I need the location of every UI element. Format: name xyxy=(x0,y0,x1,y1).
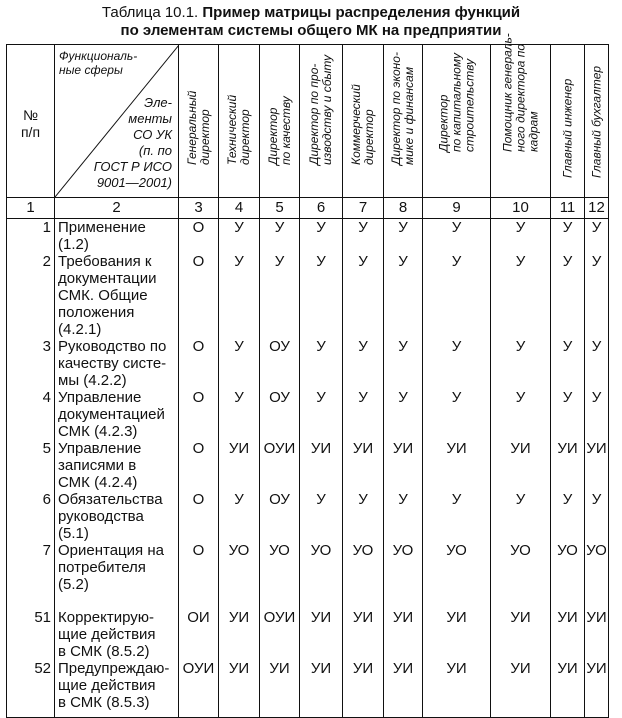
cell-value-col-6: У xyxy=(300,253,343,338)
gap-cell xyxy=(300,593,343,609)
column-header-4 xyxy=(219,45,260,198)
cell-value-col-4: У xyxy=(219,491,260,542)
column-header-10 xyxy=(491,33,551,198)
cell-value-col-6: У xyxy=(300,491,343,542)
column-header-3 xyxy=(179,45,219,198)
column-header-line: Генеральный xyxy=(184,90,199,165)
row-name-line: руководства (5.1) xyxy=(58,508,144,542)
cell-value-col-10: У xyxy=(491,491,551,542)
column-number-1: 1 xyxy=(7,198,55,219)
row-name-line: Применение (1.2) xyxy=(58,219,146,253)
table-number: Таблица 10.1. xyxy=(101,4,199,21)
cell-value-col-9: УИ xyxy=(423,609,491,660)
row-name-line: записями в xyxy=(58,457,137,474)
row-number: 4 xyxy=(7,389,55,440)
cell-value-col-12: УИ xyxy=(585,609,609,660)
cell-value-col-6: У xyxy=(300,219,343,254)
cell-value-col-5: ОУ xyxy=(260,491,300,542)
column-header-line: мике и финансам xyxy=(402,66,416,165)
row-name-line: СМК (4.2.3) xyxy=(58,423,138,440)
cell-value-col-8: У xyxy=(384,253,423,338)
row-name-line: качеству систе- xyxy=(58,355,167,372)
row-name-line: щие действия xyxy=(58,677,156,694)
column-header-line: Главный инженер xyxy=(560,78,574,178)
table-row xyxy=(7,542,609,593)
cell-value-col-12: УО xyxy=(585,542,609,593)
column-header-text-3 xyxy=(186,91,212,165)
table-body xyxy=(7,33,609,718)
cell-value-col-8: УО xyxy=(384,542,423,593)
row-name xyxy=(55,491,179,542)
row-name-line: Руководство по xyxy=(58,338,167,355)
gap-cell xyxy=(423,593,491,609)
cell-value-col-8: УИ xyxy=(384,609,423,660)
column-header-9 xyxy=(423,45,491,198)
column-header-text-7 xyxy=(350,84,376,165)
cell-value-col-5: У xyxy=(260,219,300,254)
cell-value-col-5: ОУ xyxy=(260,389,300,440)
cell-value-col-6: У xyxy=(300,389,343,440)
column-number-2: 2 xyxy=(55,198,179,219)
cell-value-col-3: ОИ xyxy=(179,609,219,660)
cell-value-col-11: У xyxy=(551,253,585,338)
row-name-line: Управление xyxy=(58,389,142,406)
column-header-line: Технический xyxy=(225,94,239,165)
row-number: 3 xyxy=(7,338,55,389)
cell-value-col-12: УИ xyxy=(585,440,609,491)
cell-value-col-3: О xyxy=(179,253,219,338)
column-number-row xyxy=(7,198,609,219)
cell-value-col-9: У xyxy=(423,219,491,254)
function-distribution-matrix xyxy=(6,33,609,718)
column-header-8 xyxy=(384,45,423,198)
row-name xyxy=(55,338,179,389)
cell-value-col-3: ОУИ xyxy=(179,660,219,718)
row-number: 7 xyxy=(7,542,55,593)
cell-value-col-12: У xyxy=(585,389,609,440)
row-name xyxy=(55,609,179,660)
table-title-line-1: Пример матрицы распределения функций xyxy=(202,4,521,21)
cell-value-col-7: УИ xyxy=(343,609,384,660)
cell-value-col-11: УИ xyxy=(551,609,585,660)
functional-line-2: ные сферы xyxy=(59,63,123,77)
cell-value-col-6: УИ xyxy=(300,609,343,660)
row-name xyxy=(55,253,179,338)
column-number-7: 7 xyxy=(343,198,384,219)
row-name xyxy=(55,440,179,491)
column-header-line: Директор xyxy=(265,107,280,165)
row-number: 5 xyxy=(7,440,55,491)
column-header-line: ного директора по xyxy=(513,43,527,152)
column-number-11: 11 xyxy=(551,198,585,219)
row-name xyxy=(55,660,179,718)
column-header-line: Помощник генераль- xyxy=(500,33,514,152)
header-cell-number xyxy=(7,45,55,198)
cell-value-col-11: У xyxy=(551,389,585,440)
table-row xyxy=(7,253,609,338)
column-number-3: 3 xyxy=(179,198,219,219)
cell-value-col-4: У xyxy=(219,338,260,389)
column-number-9: 9 xyxy=(423,198,491,219)
row-number: 2 xyxy=(7,253,55,338)
cell-value-col-6: У xyxy=(300,338,343,389)
cell-value-col-4: У xyxy=(219,389,260,440)
row-name-line: (4.2.1) xyxy=(58,321,102,338)
column-header-line: Коммерческий xyxy=(349,84,363,165)
row-number: 1 xyxy=(7,219,55,254)
number-header xyxy=(7,107,54,141)
cell-value-col-6: УИ xyxy=(300,660,343,718)
cell-value-col-8: У xyxy=(384,491,423,542)
cell-value-col-7: У xyxy=(343,338,384,389)
cell-value-col-9: У xyxy=(423,389,491,440)
gap-cell xyxy=(7,593,55,609)
gap-cell xyxy=(384,593,423,609)
column-header-line: директор xyxy=(362,109,376,165)
cell-value-col-10: УИ xyxy=(491,660,551,718)
cell-value-col-12: У xyxy=(585,253,609,338)
row-name xyxy=(55,219,179,254)
cell-value-col-4: УИ xyxy=(219,609,260,660)
row-name-line: СМК. Общие xyxy=(58,287,148,304)
cell-value-col-3: О xyxy=(179,338,219,389)
row-name-line: СМК (4.2.4) xyxy=(58,474,138,491)
cell-value-col-7: У xyxy=(343,491,384,542)
cell-value-col-6: УО xyxy=(300,542,343,593)
cell-value-col-7: У xyxy=(343,389,384,440)
row-name xyxy=(55,542,179,593)
row-name-line: документацией xyxy=(58,406,165,423)
cell-value-col-4: УИ xyxy=(219,660,260,718)
column-header-text-9 xyxy=(437,53,476,152)
gap-cell xyxy=(585,593,609,609)
row-name-line: Требования к xyxy=(58,253,152,270)
cell-value-col-7: У xyxy=(343,219,384,254)
column-header-7 xyxy=(343,45,384,198)
row-name xyxy=(55,389,179,440)
cell-value-col-7: УИ xyxy=(343,440,384,491)
elements-label-line-6: 9001—2001) xyxy=(96,175,172,190)
cell-value-col-5: УИ xyxy=(260,660,300,718)
number-sign: № xyxy=(22,107,39,123)
table-title-line-2: по элементам системы общего МК на предприятии xyxy=(120,22,502,39)
cell-value-col-12: У xyxy=(585,491,609,542)
gap-cell xyxy=(551,593,585,609)
table-row xyxy=(7,660,609,718)
cell-value-col-9: У xyxy=(423,491,491,542)
column-header-line: Директор по эконо- xyxy=(389,52,403,165)
cell-value-col-7: УО xyxy=(343,542,384,593)
gap-cell xyxy=(179,593,219,609)
cell-value-col-8: УИ xyxy=(384,660,423,718)
cell-value-col-3: О xyxy=(179,491,219,542)
cell-value-col-11: У xyxy=(551,491,585,542)
elements-label xyxy=(94,95,172,191)
column-number-10: 10 xyxy=(491,198,551,219)
column-header-text-6 xyxy=(308,55,334,165)
cell-value-col-9: УИ xyxy=(423,660,491,718)
row-number: 51 xyxy=(7,609,55,660)
gap-cell xyxy=(491,593,551,609)
column-header-text-5 xyxy=(267,96,293,165)
cell-value-col-5: ОУ xyxy=(260,338,300,389)
cell-value-col-3: О xyxy=(179,219,219,254)
column-header-line: изводству и сбыту xyxy=(320,54,334,165)
cell-value-col-4: У xyxy=(219,219,260,254)
cell-value-col-8: УИ xyxy=(384,440,423,491)
gap-cell xyxy=(260,593,300,609)
elements-label-line-1: Эле- xyxy=(144,95,172,110)
table-row xyxy=(7,491,609,542)
column-number-8: 8 xyxy=(384,198,423,219)
cell-value-col-4: У xyxy=(219,253,260,338)
column-header-11 xyxy=(551,45,585,198)
elements-label-line-2: менты xyxy=(128,111,172,126)
column-number-4: 4 xyxy=(219,198,260,219)
row-name-line: документации xyxy=(58,270,157,287)
cell-value-col-7: УИ xyxy=(343,660,384,718)
cell-value-col-10: УИ xyxy=(491,440,551,491)
row-name-line: потребителя (5.2) xyxy=(58,559,146,593)
header-cell-diagonal xyxy=(55,45,179,198)
column-number-5: 5 xyxy=(260,198,300,219)
elements-label-line-4: (п. по xyxy=(138,143,172,158)
cell-value-col-3: О xyxy=(179,389,219,440)
row-name-line: Обязательства xyxy=(58,491,163,508)
row-number: 52 xyxy=(7,660,55,718)
number-abbrev: п/п xyxy=(20,124,41,140)
header-row xyxy=(7,45,609,198)
cell-value-col-3: О xyxy=(179,542,219,593)
column-header-text-8 xyxy=(390,52,416,165)
column-header-text-4 xyxy=(226,95,252,165)
column-header-6 xyxy=(300,45,343,198)
cell-value-col-12: У xyxy=(585,338,609,389)
cell-value-col-5: УО xyxy=(260,542,300,593)
gap-cell xyxy=(55,593,179,609)
cell-value-col-3: О xyxy=(179,440,219,491)
cell-value-col-4: УО xyxy=(219,542,260,593)
row-name-line: мы (4.2.2) xyxy=(58,372,127,389)
cell-value-col-9: УО xyxy=(423,542,491,593)
cell-value-col-10: У xyxy=(491,389,551,440)
cell-value-col-8: У xyxy=(384,389,423,440)
table-row xyxy=(7,338,609,389)
cell-value-col-10: У xyxy=(491,253,551,338)
row-name-line: Предупреждаю- xyxy=(58,660,170,677)
cell-value-col-12: УИ xyxy=(585,660,609,718)
cell-value-col-10: У xyxy=(491,219,551,254)
cell-value-col-9: УИ xyxy=(423,440,491,491)
functional-areas-label xyxy=(59,49,137,77)
row-number: 6 xyxy=(7,491,55,542)
row-name-line: положения xyxy=(58,304,135,321)
cell-value-col-10: УО xyxy=(491,542,551,593)
column-header-text-11 xyxy=(561,79,574,178)
row-gap xyxy=(7,593,609,609)
cell-value-col-11: УИ xyxy=(551,660,585,718)
cell-value-col-10: У xyxy=(491,338,551,389)
cell-value-col-5: ОУИ xyxy=(260,440,300,491)
cell-value-col-12: У xyxy=(585,219,609,254)
cell-value-col-11: У xyxy=(551,219,585,254)
elements-label-line-3: СО УК xyxy=(133,127,172,142)
column-header-12 xyxy=(585,45,609,198)
column-header-5 xyxy=(260,45,300,198)
cell-value-col-6: УИ xyxy=(300,440,343,491)
table-row xyxy=(7,440,609,491)
cell-value-col-7: У xyxy=(343,253,384,338)
cell-value-col-8: У xyxy=(384,338,423,389)
column-number-6: 6 xyxy=(300,198,343,219)
table-row xyxy=(7,219,609,254)
column-number-12: 12 xyxy=(585,198,609,219)
cell-value-col-11: УИ xyxy=(551,440,585,491)
cell-value-col-11: УО xyxy=(551,542,585,593)
column-header-line: Директор xyxy=(436,94,450,152)
row-name-line: Управление xyxy=(58,440,142,457)
row-name-line: Ориентация на xyxy=(58,542,164,559)
cell-value-col-10: УИ xyxy=(491,609,551,660)
elements-label-line-5: ГОСТ Р ИСО xyxy=(93,159,172,174)
gap-cell xyxy=(219,593,260,609)
column-header-line: Главный бухгалтер xyxy=(589,65,603,178)
column-header-line: Директор по про- xyxy=(307,63,321,165)
gap-cell xyxy=(343,593,384,609)
functional-line-1: Функциональ- xyxy=(59,49,138,63)
row-name-line: в СМК (8.5.2) xyxy=(58,643,150,660)
row-name-line: щие действия xyxy=(58,626,156,643)
cell-value-col-4: УИ xyxy=(219,440,260,491)
column-header-text-12 xyxy=(590,66,603,178)
column-header-line: директор xyxy=(238,109,252,165)
column-header-line: по капитальному xyxy=(449,53,463,152)
column-header-line: директор xyxy=(197,109,212,165)
column-header-line: кадрам xyxy=(526,111,540,152)
cell-value-col-5: ОУИ xyxy=(260,609,300,660)
cell-value-col-9: У xyxy=(423,338,491,389)
cell-value-col-5: У xyxy=(260,253,300,338)
cell-value-col-11: У xyxy=(551,338,585,389)
table-row xyxy=(7,389,609,440)
table-row xyxy=(7,609,609,660)
caption-line-1 xyxy=(0,4,622,22)
row-name-line: Корректирую- xyxy=(58,609,155,626)
column-header-text-10 xyxy=(501,33,540,152)
row-name-line: в СМК (8.5.3) xyxy=(58,694,150,711)
column-header-line: по качеству xyxy=(278,96,293,165)
column-header-line: строительству xyxy=(462,58,476,152)
cell-value-col-8: У xyxy=(384,219,423,254)
cell-value-col-9: У xyxy=(423,253,491,338)
